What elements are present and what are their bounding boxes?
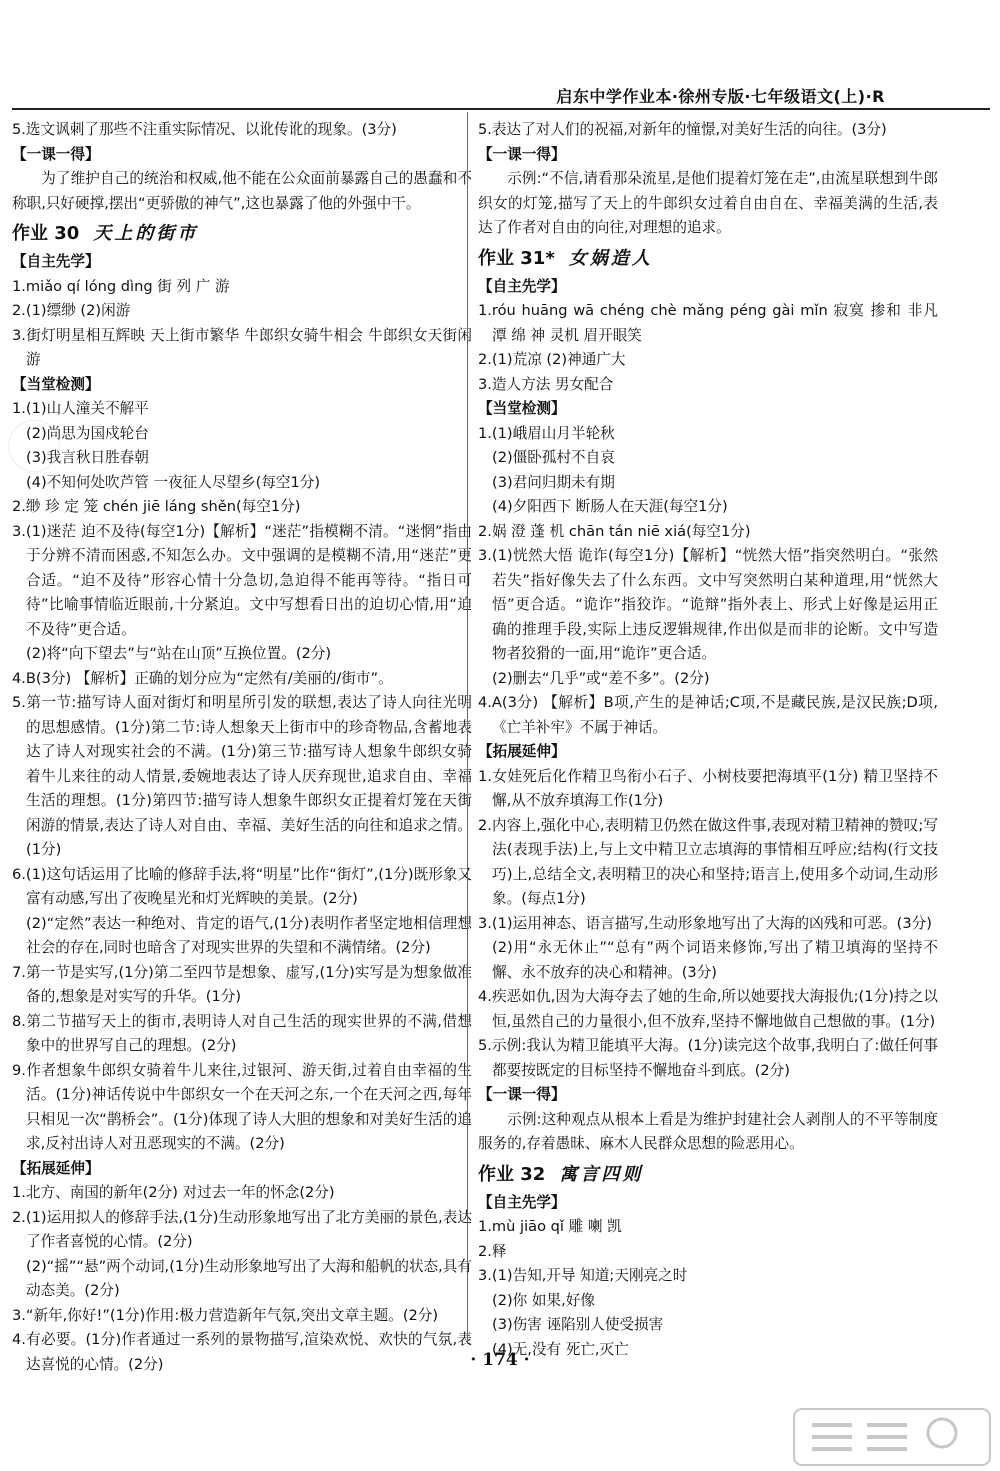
- paragraph: 示例:这种观点从根本上看是为维护封建社会人剥削人的不平等制度服务的,存着愚昧、麻木人民群众思想的险恶用心。: [478, 1110, 938, 1152]
- faint-stamp-icon: [8, 420, 60, 472]
- assignment-title: 女娲造人: [568, 247, 653, 269]
- assignment-heading: [478, 246, 938, 272]
- header-rule: [12, 108, 990, 110]
- assignment-heading: [478, 1162, 938, 1188]
- answer-line: 2.(1)缥缈 (2)闲游: [12, 302, 131, 319]
- assignment-title: 天上的街市: [93, 223, 199, 244]
- right-column: [478, 118, 938, 1362]
- answer-subline: (2)“定然”表达一种绝对、肯定的语气,(1分)表明作者坚定地相信理想社会的存在,同时也暗含了对现实世界的失望和不满情绪。(2分): [26, 914, 472, 956]
- answer-line: 4.B(3分) 【解析】正确的划分应为“定然有/美丽的/街市”。: [12, 669, 393, 687]
- answer-line: 1.女娃死后化作精卫鸟衔小石子、小树枝要把海填平(1分) 精卫坚持不懈,从不放弃填海工作(1分): [478, 767, 938, 809]
- section-heading: 【 当堂检测 】: [12, 373, 472, 398]
- answer-line: 3.(1)恍然大悟 诡诈(每空1分)【解析】“恍然大悟”指突然明白。“张然若失”指好像失去了什么东西。文中写突然明白某种道理,用“恍然大悟”更合适。“诡诈”指狡诈。“诡辩”指外表上、形式上好像是运用正确的推理手段,实际上违反逻辑规律,作出似是而非的论断。文中写造物者狡猾的一面,用“诡诈”更合适。: [478, 547, 938, 662]
- section-heading: 【 自主先学 】: [12, 250, 472, 275]
- header-title: 启东中学作业本·徐州专版·七年级语文(上)·R: [556, 87, 885, 106]
- answer-line: 4.A(3分) 【解析】B项,产生的是神话;C项,不是藏民族,是汉民族;D项,《亡羊补牢》不属于神话。: [478, 694, 938, 736]
- answer-line: 1.mù jiāo qǐ 雕 喇 凯: [478, 1218, 622, 1235]
- answer-line: 1.miǎo qí lóng dìng 街 列 广 游: [12, 277, 230, 295]
- watermark-logo-icon: [792, 1405, 992, 1469]
- answer-subline: (4)夕阳西下 断肠人在天涯(每空1分): [492, 498, 728, 515]
- answer-line: 5.示例:我认为精卫能填平大海。(1分)读完这个故事,我明白了:做任何事都要按既定的目标坚持不懈地奋斗到底。(2分): [478, 1037, 938, 1079]
- answer-line: 2.娲 澄 蓬 机 chān tán niē xiá(每空1分): [478, 522, 751, 540]
- section-heading: 【 一课一得 】: [478, 143, 938, 168]
- answer-subline: (3)君问归期未有期: [492, 473, 615, 491]
- answer-line: 2.释: [478, 1242, 507, 1260]
- assignment-title: 寓言四则: [559, 1163, 644, 1185]
- assignment-number: 作业 32: [478, 1163, 546, 1185]
- answer-subline: (3)我言秋日胜春朝: [26, 449, 149, 466]
- answer-line: 6.(1)这句话运用了比喻的修辞手法,将“明星”比作“街灯”,(1分)既形象又富有动感,写出了夜晚星光和灯光辉映的美景。(2分): [12, 865, 472, 907]
- answer-line: 1.北方、南国的新年(2分) 对过去一年的怀念(2分): [12, 1184, 335, 1201]
- answer-line: 9.作者想象牛郎织女骑着牛儿来往,过银河、游天街,过着自由幸福的生活。(1分)神话传说中牛郎织女一个在天河之东,一个在天河之西,每年只相见一次“鹊桥会”。(1分)体现了诗人大胆的想象和对美好生活的追求,反衬出诗人对丑恶现实的不满。(2分): [12, 1061, 472, 1152]
- answer-line: 2.缈 珍 定 笼 chén jiē láng shěn(每空1分): [12, 498, 301, 515]
- answer-line: 3.街灯明星相互辉映 天上街市繁华 牛郎织女骑牛相会 牛郎织女天街闲游: [12, 326, 472, 368]
- answer-subline: (2)你 如果,好像: [492, 1291, 595, 1309]
- answer-line: 7.第一节是实写,(1分)第二至四节是想象、虚写,(1分)实写是为想象做准备的,想象是对实写的升华。(1分): [12, 963, 472, 1005]
- answer-subline: (2)删去“几乎”或“差不多”。(2分): [492, 669, 710, 687]
- answer-subline: (2)僵卧孤村不自哀: [492, 449, 615, 466]
- answer-line: 2.内容上,强化中心,表明精卫仍然在做这件事,表现对精卫精神的赞叹;写法(表现手法)上,与上文中精卫立志填海的事情相互呼应;结构(行文技巧)上,总结全文,表明精卫的决心和坚持;语言上,使用多个动词,生动形象。(每点1分): [478, 816, 938, 907]
- paragraph: 示例:“不信,请看那朵流星,是他们提着灯笼在走”,由流星联想到牛郎织女的灯笼,描写了天上的牛郎织女过着自由自在、幸福美满的生活,表达了作者对自由的向往,对理想的追求。: [478, 170, 938, 236]
- answer-line: 4.有必要。(1分)作者通过一系列的景物描写,渲染欢悦、欢快的气氛,表达喜悦的心情。(2分): [12, 1331, 472, 1373]
- answer-line: 2.(1)荒凉 (2)神通广大: [478, 351, 626, 368]
- answer-subline: (2)“摇”“悬”两个动词,(1分)生动形象地写出了大海和船帆的状态,具有动态美。(2分): [26, 1257, 472, 1299]
- answer-line: 4.疾恶如仇,因为大海夺去了她的生命,所以她要找大海报仇;(1分)持之以恒,虽然自己的力量很小,但不放弃,坚持不懈地做自己想做的事。(1分): [478, 988, 938, 1030]
- answer-line: 5.第一节:描写诗人面对街灯和明星所引发的联想,表达了诗人向往光明的思想感情。(1分)第二节:诗人想象天上街市中的珍奇物品,含蓄地表达了诗人对现实社会的不满。(1分)第三节:描写诗人想象牛郎织女骑着牛儿来往的动人情景,委婉地表达了诗人厌弃现世,追求自由、幸福生活的理想。(1分)第四节:描写诗人想象牛郎织女正提着灯笼在天街闲游的情景,表达了诗人对自由、幸福、美好生活的向往和追求之情。(1分): [12, 694, 472, 858]
- page-number: · 174 ·: [470, 1350, 530, 1370]
- answer-line: 2.(1)运用拟人的修辞手法,(1分)生动形象地写出了北方美丽的景色,表达了作者喜悦的心情。(2分): [12, 1208, 472, 1250]
- paragraph: 为了维护自己的统治和权威,他不能在公众面前暴露自己的愚蠢和不称职,只好硬撑,摆出“更骄傲的神气”,这也暴露了他的外强中干。: [12, 170, 472, 212]
- section-heading: 【 自主先学 】: [478, 1191, 938, 1216]
- answer-line: 5.表达了对人们的祝福,对新年的憧憬,对美好生活的向往。(3分): [478, 121, 887, 138]
- answer-subline: (2)用“永无休止”“总有”两个词语来修饰,写出了精卫填海的坚持不懈、永不放弃的决心和精神。(3分): [492, 939, 938, 981]
- assignment-heading: [12, 221, 472, 247]
- answer-line: 1.róu huāng wā chéng chè mǎng péng gài mǐn 寂寞 掺和 非凡 潭 绵 神 灵机 眉开眼笑: [478, 302, 938, 344]
- column-divider: [467, 112, 468, 1344]
- section-heading: 【 当堂检测 】: [478, 397, 938, 422]
- answer-line: 8.第二节描写天上的街市,表明诗人对自己生活的现实世界的不满,借想象中的世界写自己的理想。(2分): [12, 1012, 472, 1054]
- section-heading: 【 拓展延伸 】: [12, 1157, 472, 1182]
- section-heading: 【 一课一得 】: [12, 143, 472, 168]
- section-heading: 【 拓展延伸 】: [478, 740, 938, 765]
- answer-line: 5.选文讽刺了那些不注重实际情况、以讹传讹的现象。(3分): [12, 121, 397, 138]
- assignment-number: 作业 31*: [478, 247, 555, 269]
- answer-subline: (4)不知何处吹芦管 一夜征人尽望乡(每空1分): [26, 473, 321, 491]
- answer-line: 3.(1)运用神态、语言描写,生动形象地写出了大海的凶残和可恶。(3分): [478, 914, 932, 932]
- section-heading: 【 自主先学 】: [478, 275, 938, 300]
- answer-line: 1.(1)山人潼关不解平: [12, 400, 149, 417]
- left-column: [12, 118, 472, 1377]
- answer-line: 1.(1)峨眉山月半轮秋: [478, 424, 615, 442]
- answer-subline: (2)将“向下望去”与“站在山顶”互换位置。(2分): [26, 645, 332, 662]
- answer-line: 3.“新年,你好!”(1分)作用:极力营造新年气氛,突出文章主题。(2分): [12, 1306, 439, 1324]
- page-header: [0, 84, 1000, 110]
- answer-line: 3.(1)告知,开导 知道;天刚亮之时: [478, 1267, 688, 1284]
- answer-subline: (4)无,没有 死亡,灭亡: [492, 1340, 629, 1358]
- assignment-number: 作业 30: [12, 223, 80, 244]
- answer-line: 3.(1)迷茫 迫不及待(每空1分)【解析】“迷茫”指模糊不清。“迷惘”指由于分辨不清而困惑,不知怎么办。文中强调的是模糊不清,用“迷茫”更合适。“迫不及待”形容心情十分急切,急迫得不能再等待。“指日可待”比喻事情临近眼前,十分紧迫。文中写想看日出的迫切心情,用“迫不及待”更合适。: [12, 522, 472, 638]
- section-heading: 【 一课一得 】: [478, 1083, 938, 1108]
- answer-subline: (3)伤害 诬陷别人使受损害: [492, 1316, 664, 1333]
- answer-line: 3.造人方法 男女配合: [478, 375, 614, 393]
- answer-subline: (2)尚思为国戍轮台: [26, 424, 149, 442]
